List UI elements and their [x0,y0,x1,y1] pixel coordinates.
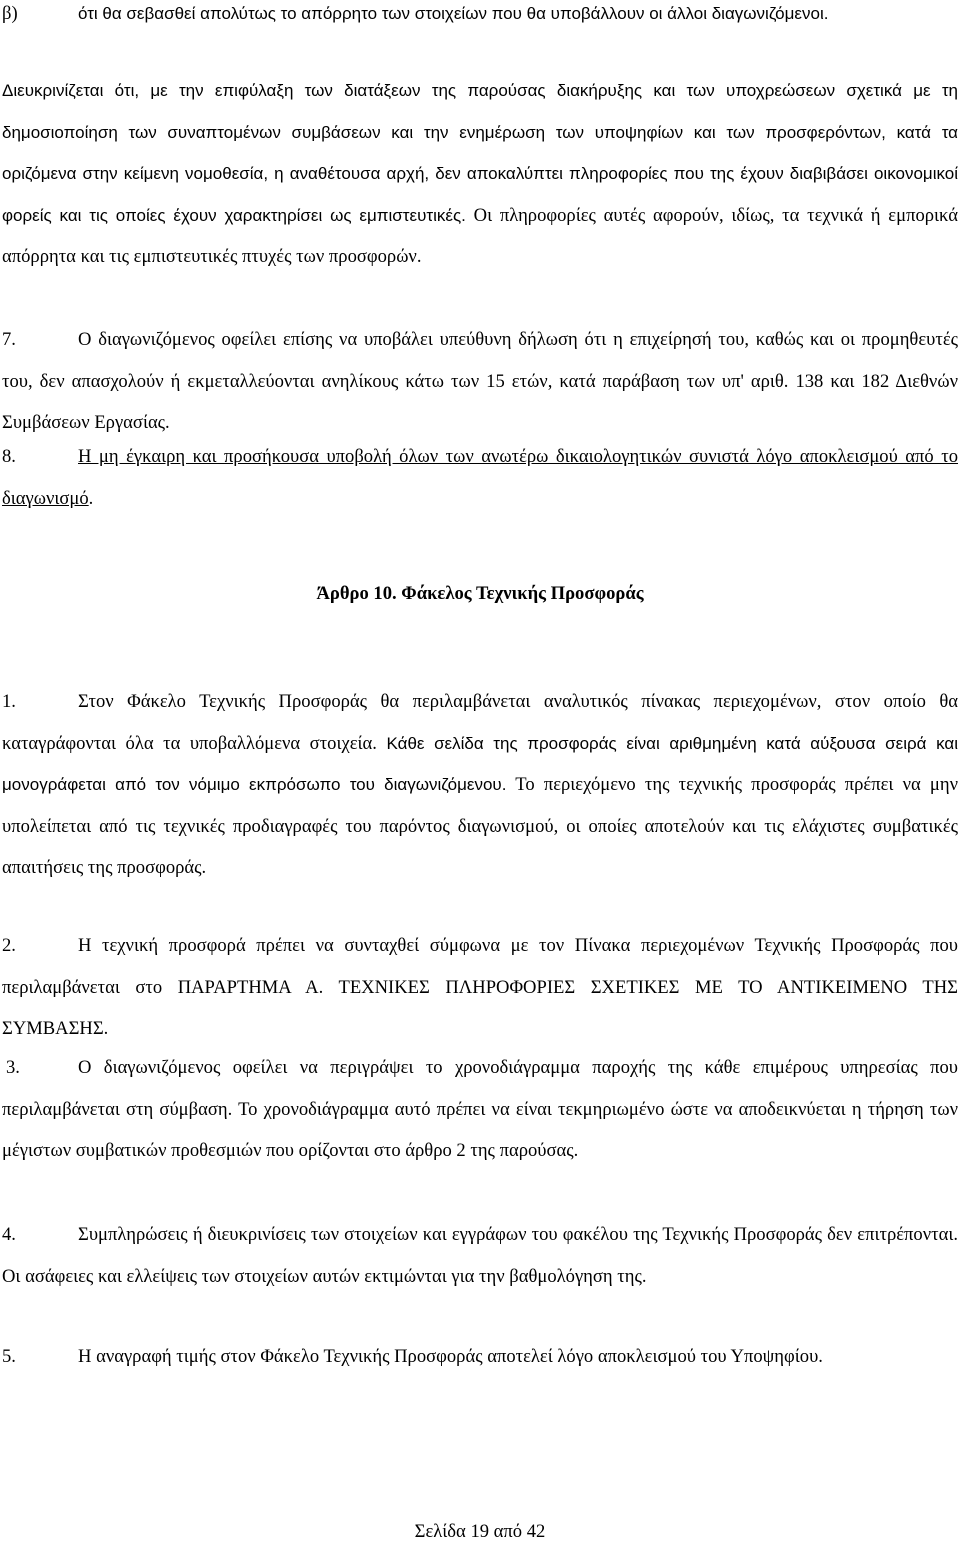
paragraph-number: 8. [2,446,16,467]
paragraph-8 [2,436,958,519]
paragraph-text-sans: Διευκρινίζεται ότι, με την επιφύλαξη των διατάξεων της παρούσας διακήρυξης και των υποχρεώσεων σχετικά με τη δημοσιοποίηση των συναπτομένων συμβάσεων και την ενημέρωση των υποψηφίων και των προσφερόντων, κατά τα οριζόμενα στην κείμενη νομοθεσία, η αναθέτουσα αρχή, δεν αποκαλύπτει πληροφορίες που της έχουν διαβιβάσει οικονομικοί φορείς και τις οποίες έχουν χαρακτηρίσει ως εμπιστευτικές. [2,81,958,225]
item-number: 1. [2,691,16,712]
paragraph-text: Ο διαγωνιζόμενος οφείλει επίσης να υποβάλει υπεύθυνη δήλωση ότι η επιχείρησή του, καθώς και οι προμηθευτές του, δεν απασχολούν ή εκμεταλλεύονται ανηλίκους κάτω των 15 ετών, κατά παράβαση των υπ' αριθ. 138 και 182 Διεθνών Συμβάσεων Εργασίας. [2,329,958,433]
item-5 [2,1336,958,1378]
item-1 [2,681,958,889]
item-text: Η τεχνική προσφορά πρέπει να συνταχθεί σύμφωνα με τον Πίνακα περιεχομένων Τεχνικής Προσφοράς που περιλαμβάνεται στο ΠΑΡΑΡΤΗΜΑ Α. ΤΕΧΝΙΚΕΣ ΠΛΗΡΟΦΟΡΙΕΣ ΣΧΕΤΙΚΕΣ ΜΕ ΤΟ ΑΝΤΙΚΕΙΜΕΝΟ ΤΗΣ ΣΥΜΒΑΣΗΣ. [2,935,958,1039]
item-number: 2. [2,935,16,956]
paragraph-clarification [2,70,958,278]
paragraph-number: 7. [2,329,16,350]
item-number: 3. [6,1057,20,1078]
item-text-after: Το περιεχόμενο της τεχνικής προσφοράς πρέπει να μην υπολείπεται από τις τεχνικές προδιαγραφές του παρόντος διαγωνισμού, οι οποίες αποτελούν και τις ελάχιστες συμβατικές απαιτήσεις της προσφοράς. [2,774,958,878]
paragraph-7 [2,319,958,444]
paragraph-text: ότι θα σεβασθεί απολύτως το απόρρητο των στοιχείων που θα υποβάλλουν οι άλλοι διαγωνιζόμενοι. [78,4,829,23]
item-2 [2,925,958,1050]
item-4 [2,1214,958,1297]
paragraph-tail: . [88,487,94,509]
paragraph-text-underlined: Η μη έγκαιρη και προσήκουσα υποβολή όλων των ανωτέρω δικαιολογητικών συνιστά λόγο αποκλεισμού από το διαγωνισμό [2,446,958,509]
paragraph-text-serif: Οι πληροφορίες αυτές αφορούν, ιδίως, τα τεχνικά ή εμπορικά απόρρητα και τις εμπιστευτικές πτυχές των προσφορών. [2,204,958,267]
article-heading: Άρθρο 10. Φάκελος Τεχνικής Προσφοράς [316,583,644,604]
item-3 [2,1047,958,1172]
item-text: Η αναγραφή τιμής στον Φάκελο Τεχνικής Προσφοράς αποτελεί λόγο αποκλεισμού του Υποψηφίου. [78,1346,823,1367]
paragraph-beta [2,0,958,35]
page-footer: Σελίδα 19 από 42 [414,1521,546,1542]
item-text-sans: Κάθε σελίδα της προσφοράς είναι αριθμημένη κατά αύξουσα σειρά και μονογράφεται από τον νόμιμο εκπρόσωπο του διαγωνιζόμενου. [2,733,958,794]
item-number: 4. [2,1224,16,1245]
paragraph-label: β) [2,3,18,24]
item-text: Συμπληρώσεις ή διευκρινίσεις των στοιχείων και εγγράφων του φακέλου της Τεχνικής Προσφοράς δεν επιτρέπονται. Οι ασάφειες και ελλείψεις των στοιχείων αυτών εκτιμώνται για την βαθμολόγηση της. [2,1224,958,1287]
item-text: Στον Φάκελο Τεχνικής Προσφοράς θα περιλαμβάνεται αναλυτικός πίνακας περιεχομένων, στον οποίο θα καταγράφονται όλα τα υποβαλλόμενα στοιχεία. [2,691,958,754]
item-text: Ο διαγωνιζόμενος οφείλει να περιγράψει το χρονοδιάγραμμα παροχής της κάθε επιμέρους υπηρεσίας που περιλαμβάνεται στη σύμβαση. Το χρονοδιάγραμμα αυτό πρέπει να είναι τεκμηριωμένο ώστε να αποδεικνύεται η τήρηση των μέγιστων συμβατικών προθεσμιών που ορίζονται στο άρθρο 2 της παρούσας. [2,1057,958,1161]
item-number: 5. [2,1346,16,1367]
